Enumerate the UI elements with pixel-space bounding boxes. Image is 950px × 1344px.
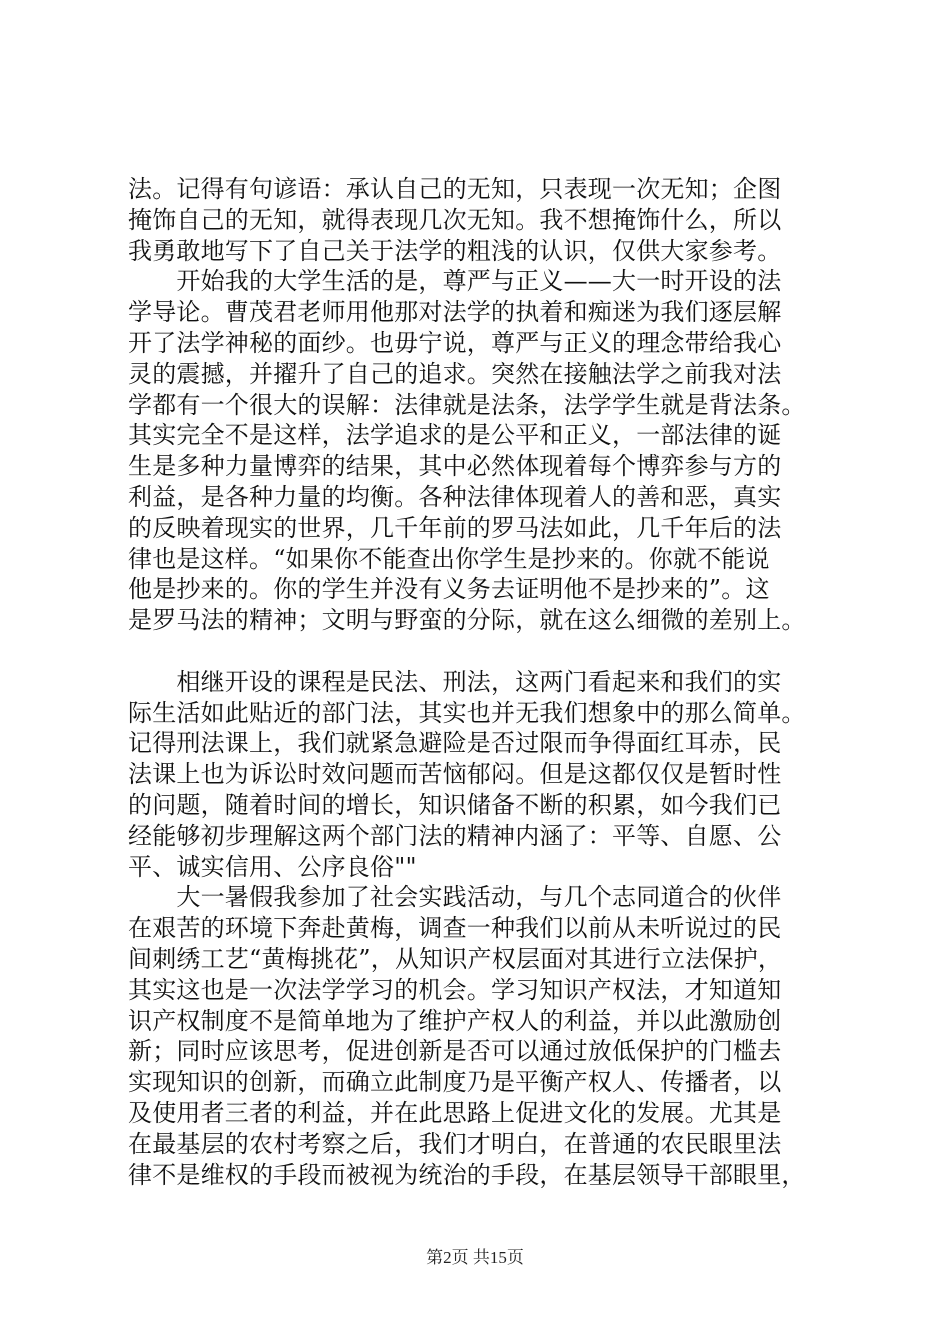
text-line: 法课上也为诉讼时效问题而苦恼郁闷。但是这都仅仅是暂时性: [128, 760, 782, 789]
text-line: 平、诚实信用、公序良俗"": [128, 852, 417, 881]
text-line: 大一暑假我参加了社会实践活动，与几个志同道合的伙伴: [128, 883, 782, 912]
text-line: 间刺绣工艺“黄梅挑花”，从知识产权层面对其进行立法保护，: [128, 944, 783, 973]
text-line: 识产权制度不是简单地为了维护产权人的利益，并以此激励创: [128, 1006, 782, 1035]
text-line: 相继开设的课程是民法、刑法，这两门看起来和我们的实: [128, 667, 782, 696]
text-line: 际生活如此贴近的部门法，其实也并无我们想象中的那么简单。: [128, 698, 806, 727]
page-footer: 第2页 共15页: [426, 1248, 524, 1267]
text-line: 开了法学神秘的面纱。也毋宁说，尊严与正义的理念带给我心: [128, 328, 782, 357]
text-line: 律也是这样。“如果你不能查出你学生是抄来的。你就不能说: [128, 544, 770, 573]
text-line: 我勇敢地写下了自己关于法学的粗浅的认识，仅供大家参考。: [128, 236, 782, 265]
text-line: 的反映着现实的世界，几千年前的罗马法如此，几千年后的法: [128, 513, 782, 542]
text-line: 经能够初步理解这两个部门法的精神内涵了：平等、自愿、公: [128, 821, 782, 850]
text-line: 灵的震撼，并擢升了自己的追求。突然在接触法学之前我对法: [128, 359, 782, 388]
text-line: 法。记得有句谚语：承认自己的无知，只表现一次无知；企图: [128, 175, 782, 203]
text-line: 掩饰自己的无知，就得表现几次无知。我不想掩饰什么，所以: [128, 205, 782, 234]
text-line: 及使用者三者的利益，并在此思路上促进文化的发展。尤其是: [128, 1098, 782, 1127]
paragraph-gap: [128, 636, 824, 667]
text-line: 生是多种力量博弈的结果，其中必然体现着每个博弈参与方的: [128, 452, 782, 481]
text-line: 记得刑法课上，我们就紧急避险是否过限而争得面红耳赤，民: [128, 729, 782, 758]
text-line: 学导论。曹茂君老师用他那对法学的执着和痴迷为我们逐层解: [128, 298, 782, 327]
text-line: 的问题，随着时间的增长，知识储备不断的积累，如今我们已: [128, 790, 782, 819]
body-text: [128, 174, 824, 1190]
text-line: 是罗马法的精神；文明与野蛮的分际，就在这么细微的差别上。: [128, 606, 806, 635]
text-line: 利益，是各种力量的均衡。各种法律体现着人的善和恶，真实: [128, 482, 782, 511]
text-line: 其实这也是一次法学学习的机会。学习知识产权法，才知道知: [128, 975, 782, 1004]
text-line: 开始我的大学生活的是，尊严与正义——大一时开设的法: [128, 267, 782, 296]
text-line: 在艰苦的环境下奔赴黄梅，调查一种我们以前从未听说过的民: [128, 914, 782, 943]
text-line: 新；同时应该思考，促进创新是否可以通过放低保护的门槛去: [128, 1037, 782, 1066]
text-line: 在最基层的农村考察之后，我们才明白，在普通的农民眼里法: [128, 1129, 782, 1158]
text-line: 他是抄来的。你的学生并没有义务去证明他不是抄来的”。这: [128, 575, 770, 604]
text-line: 律不是维权的手段而被视为统治的手段，在基层领导干部眼里，: [128, 1160, 806, 1189]
text-line: 其实完全不是这样，法学追求的是公平和正义，一部法律的诞: [128, 421, 782, 450]
text-line: 实现知识的创新，而确立此制度乃是平衡产权人、传播者，以: [128, 1068, 782, 1097]
text-line: 学都有一个很大的误解：法律就是法条，法学学生就是背法条。: [128, 390, 806, 419]
